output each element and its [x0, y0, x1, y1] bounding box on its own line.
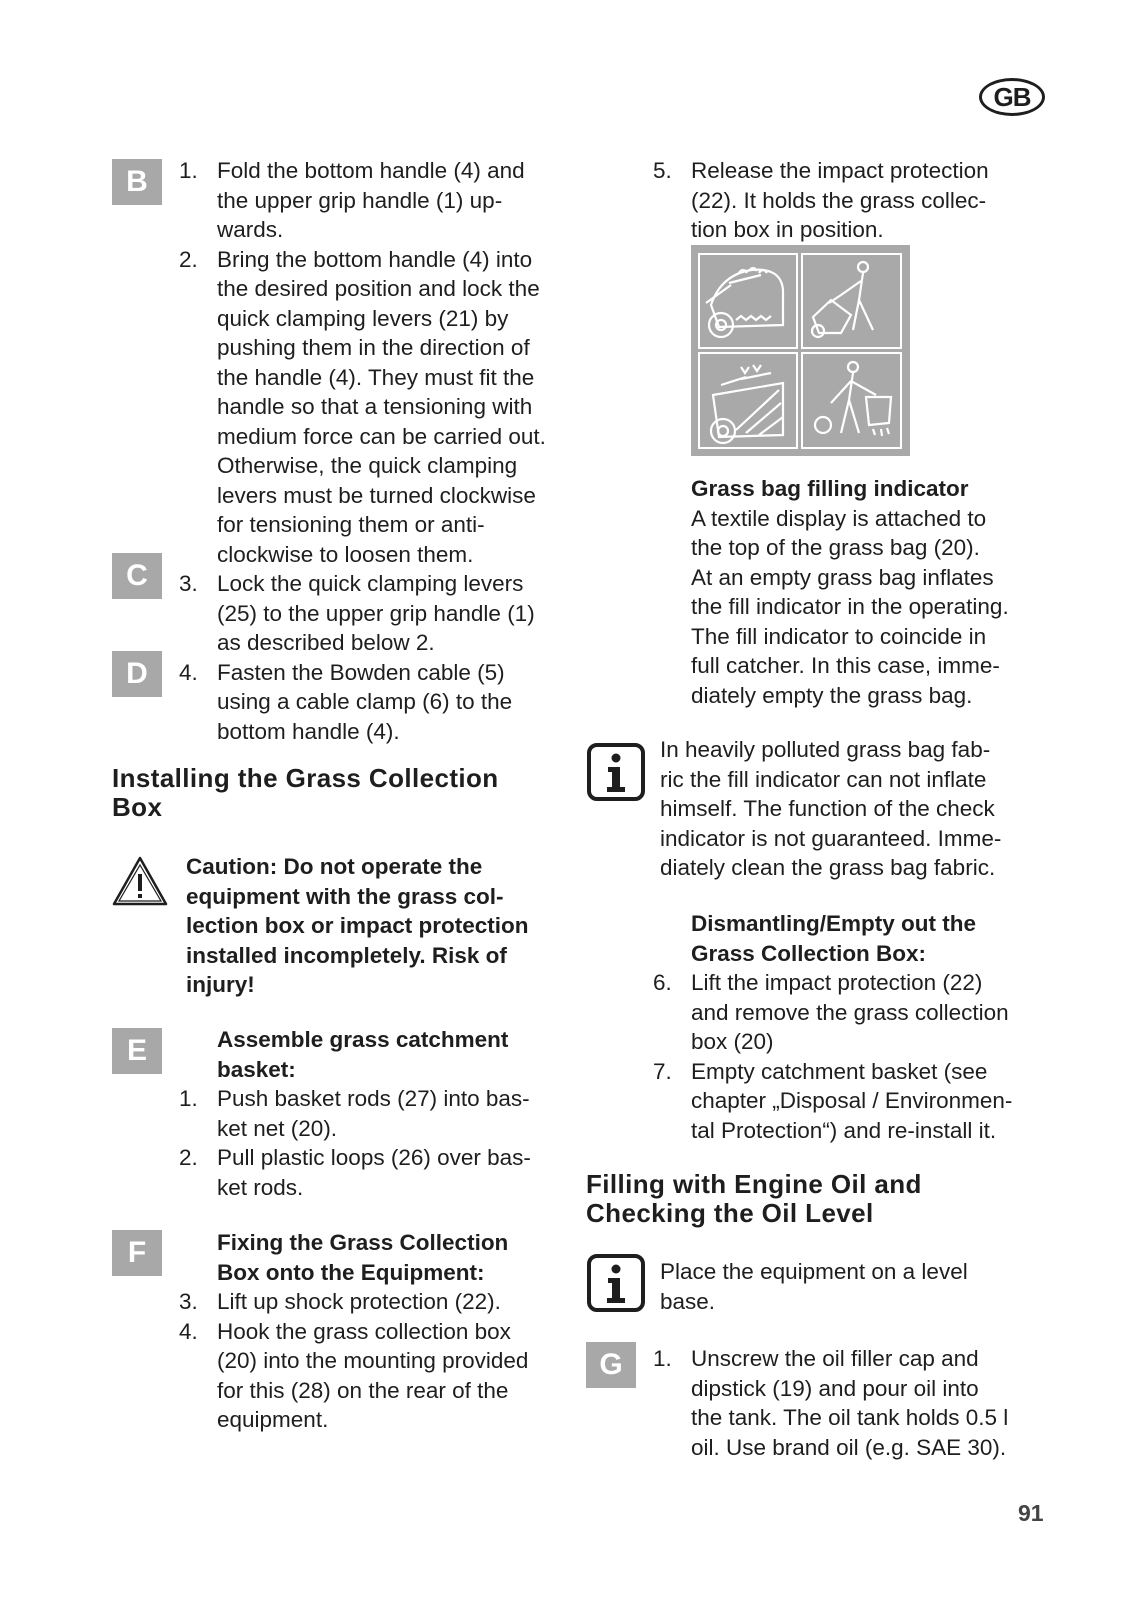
list-item: 6. Lift the impact protection (22) and remove the grass collection box (20)	[653, 970, 1009, 1054]
region-badge: GB	[979, 78, 1045, 116]
fill-indicator-section: Grass bag filling indicator A textile display is attached to the top of the grass bag (20). At an empty grass bag inflates the fill indicator in the operating. The fill indicator to coincide in full catcher. In this case, imme- diately empty the grass bag.	[691, 474, 1061, 710]
list-item: 1. Push basket rods (27) into bas- ket net (20).	[179, 1086, 530, 1141]
step-5	[653, 156, 1053, 245]
subheading-fill-indicator: Grass bag filling indicator	[691, 476, 969, 501]
figure-label-g: G	[586, 1342, 636, 1388]
figure-label-d: D	[112, 651, 162, 697]
caution-text: Caution: Do not operate the equipment with the grass col- lection box or impact protection installed incompletely. Risk of injury!	[186, 854, 529, 997]
assemble-section	[179, 1025, 579, 1202]
list-item: 1. Fold the bottom handle (4) and the upper grip handle (1) up- wards.	[179, 158, 525, 242]
list-item: 5. Release the impact protection (22). It holds the grass collec- tion box in position.	[653, 158, 989, 242]
subheading-assemble: Assemble grass catchment basket:	[217, 1027, 509, 1082]
list-item: 1. Unscrew the oil filler cap and dipstick (19) and pour oil into the tank. The oil tank holds 0.5 l oil. Use brand oil (e.g. SAE 30).	[653, 1346, 1009, 1460]
list-item: 2. Bring the bottom handle (4) into the desired position and lock the quick clamping levers (21) by pushing them in the direction of the handle (4). They must fit the handle so that a tensioning with medium force can be carried out. Otherwise, the quick clamping levers must be turned clockwise for tensioning them or anti- clockwise to loosen them.	[179, 246, 546, 567]
figure-label-f: F	[112, 1230, 162, 1276]
fill-indicator-pictogram	[691, 245, 910, 456]
info-icon	[586, 1253, 646, 1313]
oil-steps-list	[653, 1344, 1063, 1462]
warning-triangle-icon	[111, 855, 169, 907]
list-item: 3. Lift up shock protection (22).	[179, 1289, 501, 1314]
subheading-dismantle: Dismantling/Empty out the Grass Collection Box:	[691, 911, 977, 966]
list-item: 7. Empty catchment basket (see chapter „Disposal / Environmen- tal Protection“) and re-install it.	[653, 1058, 1013, 1143]
list-item: 2. Pull plastic loops (26) over bas- ket rods.	[179, 1145, 531, 1200]
dismantle-section	[653, 909, 1063, 1145]
info-note-fill-indicator: In heavily polluted grass bag fab- ric the fill indicator can not inflate himself. The function of the check indicator is not guaranteed. Imme- diately clean the grass bag fabric.	[660, 737, 1002, 880]
page-number: 91	[1018, 1500, 1044, 1526]
list-item: 3. Lock the quick clamping levers (25) to the upper grip handle (1) as described below 2.	[179, 571, 535, 655]
figure-label-c: C	[112, 553, 162, 599]
subheading-fixing: Fixing the Grass Collection Box onto the Equipment:	[217, 1230, 509, 1285]
handle-steps-list	[179, 156, 579, 746]
figure-label-e: E	[112, 1028, 162, 1074]
list-item: 4. Fasten the Bowden cable (5) using a cable clamp (6) to the bottom handle (4).	[179, 659, 513, 744]
info-icon	[586, 742, 646, 802]
info-note-level-base: Place the equipment on a level base.	[660, 1259, 968, 1314]
section-heading-engine-oil: Filling with Engine Oil and Checking the Oil Level	[586, 1169, 922, 1228]
fixing-section	[179, 1228, 579, 1435]
section-heading-install-box: Installing the Grass Collection Box	[112, 763, 499, 822]
list-item: 4. Hook the grass collection box (20) into the mounting provided for this (28) on the rear of the equipment.	[179, 1318, 529, 1432]
figure-label-b: B	[112, 159, 162, 205]
